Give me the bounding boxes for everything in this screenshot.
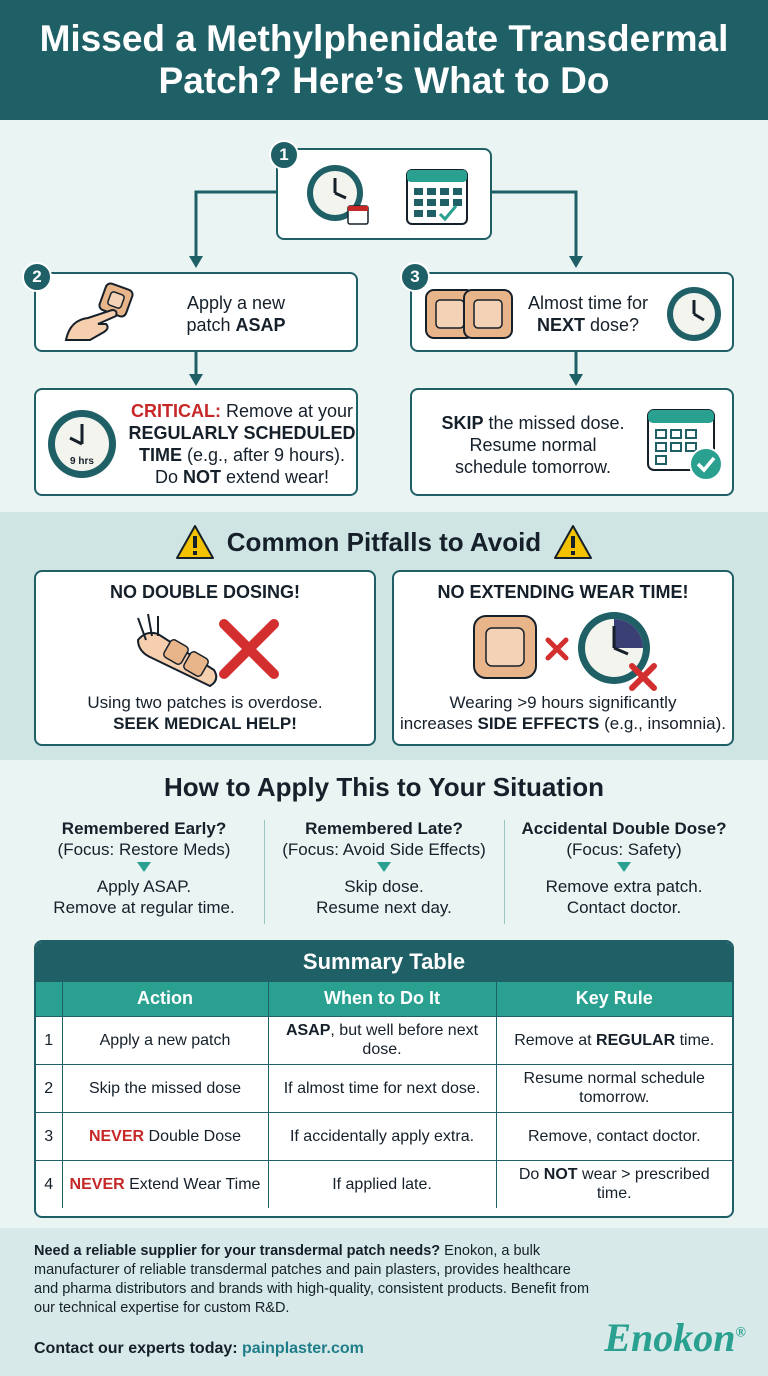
- row-rule-b: NOT: [543, 1166, 578, 1184]
- skip-line3: schedule tomorrow.: [454, 457, 612, 477]
- footer-lead: Need a reliable supplier for your transdermal patch needs?: [34, 1243, 441, 1259]
- row-action-red: NEVER: [88, 1127, 145, 1145]
- table-header-action: Action: [62, 982, 268, 1016]
- row-when-bold: ASAP: [285, 1022, 331, 1039]
- arrowhead-left-2: [189, 374, 203, 386]
- critical-l3a: TIME: [138, 445, 182, 465]
- step3-line1: Almost time for: [527, 293, 649, 313]
- pitfall-right-l2a: increases: [400, 714, 478, 733]
- clock-overtime-icon: [574, 608, 658, 692]
- skip-l1b: the missed dose.: [483, 413, 625, 433]
- table-header-when: When to Do It: [268, 982, 496, 1016]
- summary-table-grid: [36, 982, 732, 1208]
- registered-mark: ®: [735, 1325, 746, 1341]
- step3-line2: [518, 314, 658, 336]
- step1-box: [276, 148, 492, 240]
- summary-table: [34, 940, 734, 1218]
- table-row: [36, 1160, 732, 1208]
- skip-line2: Resume normal: [469, 435, 597, 455]
- arrowhead-right: [569, 256, 583, 268]
- skip-l1a: SKIP: [441, 413, 484, 433]
- pitfall-right-l2: [394, 713, 732, 734]
- pitfalls-heading: [0, 524, 768, 560]
- situation-action-1: Remove extra patch.: [545, 877, 703, 896]
- situation-action-1: Apply ASAP.: [96, 877, 192, 896]
- pitfall-right-l2c: (e.g., insomnia).: [599, 714, 726, 733]
- row-action-text: Double Dose: [144, 1127, 242, 1145]
- pitfall-right-title: NO EXTENDING WEAR TIME!: [437, 582, 689, 602]
- pitfall-right-l1: Wearing >9 hours significantly: [449, 693, 677, 712]
- row-when-text: , but well before next dose.: [330, 1022, 479, 1058]
- clock-label: 9 hrs: [70, 456, 94, 467]
- footer: [0, 1228, 768, 1376]
- critical-l4b: NOT: [182, 467, 221, 487]
- skip-text: [428, 412, 638, 478]
- row-rule: [496, 1016, 732, 1064]
- footer-contact: [34, 1340, 364, 1358]
- flow-section: [0, 120, 768, 512]
- table-row: [36, 1016, 732, 1064]
- clock-9hrs-icon: [44, 406, 120, 482]
- skip-box: [410, 388, 734, 496]
- pitfall-extending-wear: [392, 570, 734, 746]
- pitfalls-title: Common Pitfalls to Avoid: [226, 526, 542, 557]
- row-rule: [496, 1160, 732, 1208]
- footer-contact-label: Contact our experts today:: [34, 1340, 243, 1357]
- patch-icon: [470, 612, 540, 682]
- critical-line1: [128, 400, 356, 422]
- down-arrow-icon: [377, 862, 391, 872]
- situation-title: Remembered Early?: [61, 819, 227, 838]
- step3-box: [410, 272, 734, 352]
- pitfall-double-dosing: [34, 570, 376, 746]
- situation-late: [264, 818, 504, 918]
- clock-icon: [302, 160, 372, 230]
- situation-focus: (Focus: Safety): [566, 840, 682, 859]
- step3-text: [518, 292, 658, 336]
- connector-left: [196, 192, 278, 258]
- row-when: If applied late.: [268, 1160, 496, 1208]
- pitfall-left-l2: SEEK MEDICAL HELP!: [113, 714, 297, 733]
- footer-body: Enokon, a bulk manufacturer of reliable transdermal patches and pain plasters, provides healthcare and pharma distributors and brands with high-quality, consistent products. Benefit from our technical expertise for custom R&D.: [34, 1243, 590, 1316]
- row-number: 3: [36, 1112, 62, 1160]
- table-header-rule: Key Rule: [496, 982, 732, 1016]
- critical-label: CRITICAL:: [130, 401, 221, 421]
- row-rule: Resume normal schedule tomorrow.: [496, 1064, 732, 1112]
- down-arrow-icon: [617, 862, 631, 872]
- small-x-icon: [544, 636, 570, 662]
- row-rule-b: REGULAR: [596, 1031, 676, 1049]
- down-arrow-icon: [137, 862, 151, 872]
- step2-line2b: ASAP: [235, 315, 286, 335]
- critical-l4a: Do: [154, 467, 183, 487]
- critical-l4c: extend wear!: [220, 467, 330, 487]
- table-row: [36, 1112, 732, 1160]
- row-when: If accidentally apply extra.: [268, 1112, 496, 1160]
- skip-line1: [428, 412, 638, 434]
- row-action: [62, 1160, 268, 1208]
- row-action: Apply a new patch: [62, 1016, 268, 1064]
- critical-box: [34, 388, 358, 496]
- row-number: 2: [36, 1064, 62, 1112]
- row-rule-a: Remove at: [514, 1031, 597, 1049]
- critical-line3: [128, 444, 356, 466]
- table-header-num: [36, 982, 62, 1016]
- patches-icon: [422, 284, 518, 344]
- calendar-icon: [402, 160, 472, 230]
- clock-icon: [664, 284, 724, 344]
- table-header-row: [36, 982, 732, 1016]
- critical-l1: Remove at your: [220, 401, 354, 421]
- brand-logo-text: Enokon: [604, 1315, 736, 1360]
- critical-text: [128, 400, 356, 488]
- connector-right: [492, 192, 576, 258]
- row-when: If almost time for next dose.: [268, 1064, 496, 1112]
- warning-icon: [553, 524, 593, 560]
- situation-action-1: Skip dose.: [344, 877, 424, 896]
- header-banner: [0, 0, 768, 120]
- page-title: Missed a Methylphenidate Transdermal Patch? Here’s What to Do: [39, 18, 729, 101]
- step2-text: [146, 292, 326, 336]
- footer-paragraph: [34, 1242, 594, 1318]
- critical-l3b: (e.g., after 9 hours).: [181, 445, 346, 465]
- footer-link[interactable]: painplaster.com: [242, 1340, 364, 1357]
- step2-badge: 2: [22, 262, 52, 292]
- calendar-check-icon: [644, 402, 728, 486]
- situation-title: Accidental Double Dose?: [521, 819, 727, 838]
- situation-action-2: Resume next day.: [316, 898, 452, 917]
- critical-line2: REGULARLY SCHEDULED: [128, 423, 356, 443]
- table-row: [36, 1064, 732, 1112]
- step3-line2b: dose?: [584, 315, 640, 335]
- row-action: Skip the missed dose: [62, 1064, 268, 1112]
- x-icon: [216, 616, 282, 682]
- step2-line2: [146, 314, 326, 336]
- pitfall-left-desc: [36, 692, 374, 734]
- row-action: [62, 1112, 268, 1160]
- step3-line2a: NEXT: [536, 315, 585, 335]
- step2-line2a: patch: [186, 315, 236, 335]
- row-number: 4: [36, 1160, 62, 1208]
- situation-focus: (Focus: Avoid Side Effects): [282, 840, 486, 859]
- situation-focus: (Focus: Restore Meds): [57, 840, 231, 859]
- step3-badge: 3: [400, 262, 430, 292]
- row-number: 1: [36, 1016, 62, 1064]
- arrowhead-right-2: [569, 374, 583, 386]
- row-rule-c: time.: [675, 1031, 715, 1049]
- arrowhead-left: [189, 256, 203, 268]
- pitfall-right-l2b: SIDE EFFECTS: [477, 714, 600, 733]
- apply-section: [0, 760, 768, 1228]
- row-action-red: NEVER: [69, 1175, 125, 1193]
- warning-icon: [175, 524, 215, 560]
- row-rule: Remove, contact doctor.: [496, 1112, 732, 1160]
- step1-badge: 1: [269, 140, 299, 170]
- row-when: [268, 1016, 496, 1064]
- situation-action-2: Contact doctor.: [566, 898, 682, 917]
- arm-patches-icon: [132, 610, 222, 694]
- pitfalls-section: [0, 512, 768, 760]
- critical-line4: [128, 466, 356, 488]
- apply-title: How to Apply This to Your Situation: [163, 772, 605, 802]
- situation-double: [502, 818, 746, 918]
- row-rule-c: wear > prescribed time.: [577, 1166, 710, 1203]
- summary-table-title: Summary Table: [36, 942, 732, 982]
- hand-patch-icon: [60, 280, 140, 350]
- situation-action-2: Remove at regular time.: [53, 898, 235, 917]
- pitfall-left-l1: Using two patches is overdose.: [87, 693, 323, 712]
- row-action-text: Extend Wear Time: [124, 1175, 261, 1193]
- situation-early: [24, 818, 264, 918]
- step2-box: [34, 272, 358, 352]
- row-rule-a: Do: [518, 1166, 544, 1184]
- situation-title: Remembered Late?: [305, 819, 463, 838]
- pitfall-left-title: NO DOUBLE DOSING!: [109, 582, 300, 602]
- pitfall-right-desc: [394, 692, 732, 734]
- brand-logo: [604, 1314, 746, 1361]
- step2-line1: Apply a new: [186, 293, 286, 313]
